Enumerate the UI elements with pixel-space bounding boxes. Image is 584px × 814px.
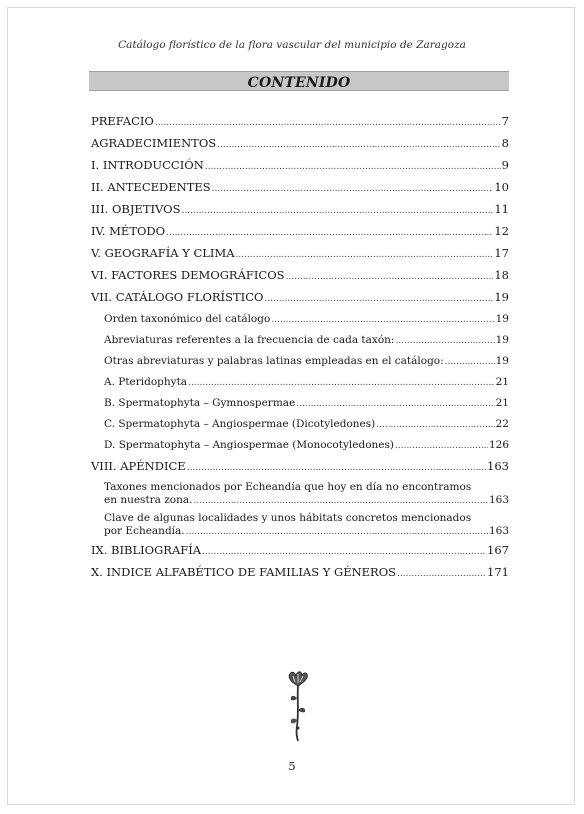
toc-page: 21 <box>495 376 509 388</box>
toc-subentry-taxones-mencionados[interactable] <box>91 481 509 508</box>
leader-dots <box>187 461 486 475</box>
toc-label: X. INDICE ALFABÉTICO DE FAMILIAS Y GÉNEROS <box>91 565 397 579</box>
toc-page: 163 <box>487 459 509 473</box>
toc-page: 19 <box>494 290 509 304</box>
leader-dots <box>217 138 501 152</box>
toc-page: 171 <box>487 565 509 579</box>
toc-entry-factores-demograficos[interactable] <box>91 268 509 290</box>
toc-page: 21 <box>495 397 509 409</box>
toc-subentry-dicotyledones[interactable] <box>91 417 509 438</box>
toc-label-line2: por Echeandía. <box>104 525 185 537</box>
toc-label: Otras abreviaturas y palabras latinas empleadas en el catálogo: <box>104 355 444 367</box>
toc-label: AGRADECIMIENTOS <box>91 136 217 150</box>
toc-page: 10 <box>494 180 509 194</box>
toc-subentry-pteridophyta[interactable] <box>91 375 509 396</box>
toc-entry-bibliografia[interactable] <box>91 543 509 565</box>
toc-page: 18 <box>494 268 509 282</box>
leader-dots <box>395 439 488 453</box>
leader-dots <box>395 334 494 348</box>
toc-subentry-orden-taxonomico[interactable] <box>91 312 509 333</box>
leader-dots <box>236 248 494 262</box>
toc-subentry-otras-abreviaturas[interactable] <box>91 354 509 375</box>
toc-label: V. GEOGRAFÍA Y CLIMA <box>91 246 235 260</box>
toc-page: 17 <box>494 246 509 260</box>
toc-page: 19 <box>495 355 509 367</box>
leader-dots <box>202 545 486 559</box>
toc-entry-prefacio[interactable] <box>91 114 509 136</box>
toc-page: 163 <box>488 525 509 537</box>
leader-dots <box>296 397 494 411</box>
toc-page: 163 <box>488 494 509 506</box>
leader-dots <box>212 182 494 196</box>
toc-subentry-gymnospermae[interactable] <box>91 396 509 417</box>
toc-label: PREFACIO <box>91 114 154 128</box>
toc-subentry-abreviaturas-frecuencia[interactable] <box>91 333 509 354</box>
toc-page: 19 <box>495 334 509 346</box>
section-title: CONTENIDO <box>247 75 351 91</box>
toc-entry-geografia-clima[interactable] <box>91 246 509 268</box>
leader-dots <box>376 418 494 432</box>
leader-dots <box>205 160 501 174</box>
leader-dots <box>445 355 495 369</box>
toc-subentry-monocotyledones[interactable] <box>91 438 509 459</box>
toc-label: VI. FACTORES DEMOGRÁFICOS <box>91 268 285 282</box>
leader-dots <box>155 116 501 130</box>
toc-label-line1: Taxones mencionados por Echeandía que hoy en día no encontramos <box>104 481 472 493</box>
toc-page: 126 <box>488 439 509 451</box>
leader-dots <box>188 376 495 390</box>
leader-dots <box>194 495 488 508</box>
leader-dots <box>264 292 493 306</box>
toc-entry-objetivos[interactable] <box>91 202 509 224</box>
running-header: Catálogo florístico de la flora vascular del municipio de Zaragoza <box>118 39 466 51</box>
toc-entry-apendice[interactable] <box>91 459 509 481</box>
toc-subentry-clave-localidades[interactable] <box>91 512 509 539</box>
toc-label: IX. BIBLIOGRAFÍA <box>91 543 202 557</box>
toc-label: A. Pteridophyta <box>104 376 188 388</box>
toc-label: I. INTRODUCCIÓN <box>91 158 204 172</box>
flower-sprig-icon <box>285 668 311 742</box>
toc-page: 22 <box>495 418 509 430</box>
leader-dots <box>397 567 486 581</box>
table-of-contents <box>91 114 509 587</box>
toc-entry-antecedentes[interactable] <box>91 180 509 202</box>
toc-label: II. ANTECEDENTES <box>91 180 211 194</box>
leader-dots <box>186 526 488 539</box>
toc-label: IV. MÉTODO <box>91 224 166 238</box>
toc-page: 19 <box>495 313 509 325</box>
toc-label: D. Spermatophyta – Angiospermae (Monocotyledones) <box>104 439 394 451</box>
page-number: 5 <box>288 759 296 773</box>
toc-label: B. Spermatophyta – Gymnospermae <box>104 397 296 409</box>
leader-dots <box>181 204 493 218</box>
toc-label-line1: Clave de algunas localidades y unos hábitats concretos mencionados <box>104 512 472 524</box>
toc-page: 11 <box>494 202 509 216</box>
toc-page: 167 <box>487 543 509 557</box>
toc-page: 9 <box>501 158 509 172</box>
toc-label: C. Spermatophyta – Angiospermae (Dicotyledones) <box>104 418 376 430</box>
toc-page: 8 <box>501 136 509 150</box>
toc-entry-metodo[interactable] <box>91 224 509 246</box>
toc-label: Orden taxonómico del catálogo <box>104 313 271 325</box>
leader-dots <box>166 226 493 240</box>
section-title-bar <box>89 71 509 91</box>
leader-dots <box>271 313 494 327</box>
toc-entry-catalogo-floristico[interactable] <box>91 290 509 312</box>
toc-page: 12 <box>494 224 509 238</box>
toc-label: VIII. APÉNDICE <box>91 459 186 473</box>
toc-entry-agradecimientos[interactable] <box>91 136 509 158</box>
toc-label: Abreviaturas referentes a la frecuencia de cada taxón: <box>104 334 395 346</box>
toc-label-line2: en nuestra zona. <box>104 494 193 506</box>
toc-label: III. OBJETIVOS <box>91 202 181 216</box>
leader-dots <box>286 270 494 284</box>
toc-entry-indice-alfabetico[interactable] <box>91 565 509 587</box>
toc-page: 7 <box>501 114 509 128</box>
toc-entry-introduccion[interactable] <box>91 158 509 180</box>
toc-label: VII. CATÁLOGO FLORÍSTICO <box>91 290 264 304</box>
